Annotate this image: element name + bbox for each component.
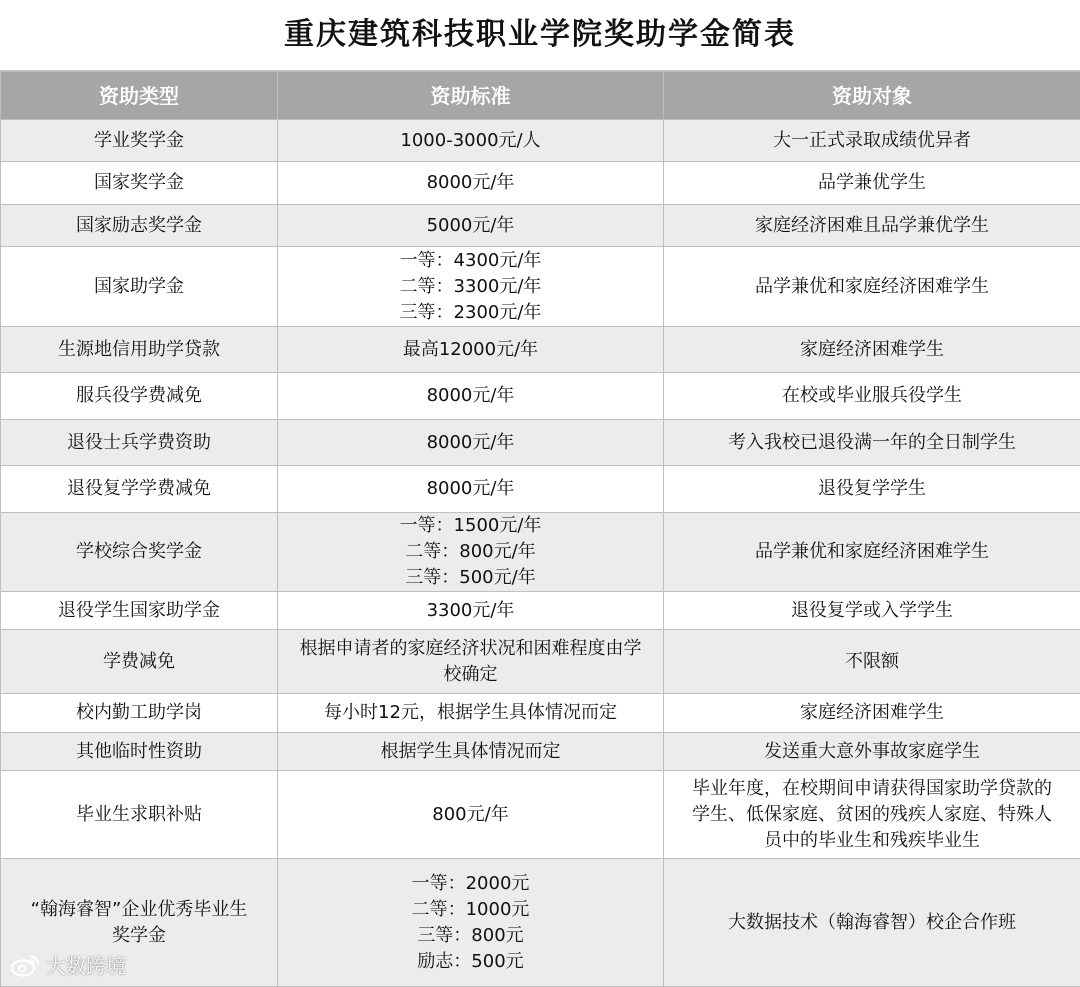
table-row (1, 859, 1080, 987)
cell-target (664, 162, 1080, 205)
watermark-text: 大数跨境 (46, 950, 126, 979)
cell-text-line: 学校综合奖学金 (5, 539, 273, 565)
cell-type (1, 466, 278, 513)
table-body (1, 120, 1080, 987)
cell-target (664, 466, 1080, 513)
cell-text-line: 奖学金 (5, 923, 273, 949)
cell-standard (278, 205, 664, 247)
cell-text-line: 校内勤工助学岗 (5, 700, 273, 726)
cell-type (1, 120, 278, 162)
cell-text-line: 三等：800元 (282, 923, 659, 949)
cell-text-line: 1000-3000元/人 (282, 128, 659, 154)
cell-text-line: 大数据技术（翰海睿智）校企合作班 (668, 910, 1076, 936)
table-row (1, 771, 1080, 859)
scholarship-table (0, 71, 1080, 987)
cell-type (1, 205, 278, 247)
watermark (10, 950, 126, 979)
cell-standard (278, 771, 664, 859)
cell-standard (278, 420, 664, 466)
weibo-logo-icon (10, 953, 40, 977)
cell-text-line: 8000元/年 (282, 476, 659, 502)
cell-text-line: 大一正式录取成绩优异者 (668, 128, 1076, 154)
cell-standard (278, 162, 664, 205)
table-row (1, 120, 1080, 162)
cell-text-line: 校确定 (282, 662, 659, 688)
cell-text-line: 8000元/年 (282, 383, 659, 409)
cell-standard (278, 513, 664, 592)
cell-text-line: 二等：800元/年 (282, 539, 659, 565)
cell-text-line: 不限额 (668, 649, 1076, 675)
cell-text-line: 品学兼优和家庭经济困难学生 (668, 539, 1076, 565)
cell-target (664, 513, 1080, 592)
header-target: 资助对象 (664, 72, 1080, 120)
cell-type (1, 162, 278, 205)
cell-standard (278, 466, 664, 513)
table-row (1, 205, 1080, 247)
table-row (1, 420, 1080, 466)
cell-text-line: 品学兼优学生 (668, 170, 1076, 196)
cell-text-line: 家庭经济困难且品学兼优学生 (668, 213, 1076, 239)
cell-text-line: 国家助学金 (5, 274, 273, 300)
table-row (1, 162, 1080, 205)
cell-text-line: 品学兼优和家庭经济困难学生 (668, 274, 1076, 300)
header-type: 资助类型 (1, 72, 278, 120)
cell-type (1, 513, 278, 592)
cell-text-line: 其他临时性资助 (5, 739, 273, 765)
cell-type (1, 327, 278, 373)
cell-type (1, 733, 278, 771)
cell-target (664, 327, 1080, 373)
table-row (1, 694, 1080, 733)
cell-text-line: 一等：4300元/年 (282, 248, 659, 274)
cell-text-line: 每小时12元，根据学生具体情况而定 (282, 700, 659, 726)
cell-text-line: 退役复学学费减免 (5, 476, 273, 502)
table-row (1, 630, 1080, 694)
table-row (1, 733, 1080, 771)
cell-target (664, 694, 1080, 733)
cell-target (664, 247, 1080, 327)
cell-text-line: 考入我校已退役满一年的全日制学生 (668, 430, 1076, 456)
page-title: 重庆建筑科技职业学院奖助学金简表 (0, 0, 1080, 71)
cell-text-line: 退役学生国家助学金 (5, 598, 273, 624)
cell-standard (278, 120, 664, 162)
cell-target (664, 733, 1080, 771)
cell-text-line: 退役复学学生 (668, 476, 1076, 502)
cell-text-line: 二等：3300元/年 (282, 274, 659, 300)
cell-standard (278, 592, 664, 630)
cell-text-line: 5000元/年 (282, 213, 659, 239)
cell-text-line: 家庭经济困难学生 (668, 337, 1076, 363)
cell-text-line: 3300元/年 (282, 598, 659, 624)
cell-text-line: 根据申请者的家庭经济状况和困难程度由学 (282, 636, 659, 662)
cell-text-line: 一等：1500元/年 (282, 513, 659, 539)
cell-standard (278, 859, 664, 987)
cell-type (1, 247, 278, 327)
cell-type (1, 373, 278, 420)
cell-standard (278, 630, 664, 694)
cell-text-line: 三等：2300元/年 (282, 300, 659, 326)
cell-text-line: 一等：2000元 (282, 871, 659, 897)
table-row (1, 373, 1080, 420)
cell-text-line: 发送重大意外事故家庭学生 (668, 739, 1076, 765)
cell-text-line: 退役复学或入学学生 (668, 598, 1076, 624)
cell-text-line: 国家奖学金 (5, 170, 273, 196)
cell-standard (278, 694, 664, 733)
cell-target (664, 630, 1080, 694)
cell-target (664, 420, 1080, 466)
cell-type (1, 694, 278, 733)
cell-target (664, 205, 1080, 247)
cell-type (1, 771, 278, 859)
cell-text-line: 根据学生具体情况而定 (282, 739, 659, 765)
table-row (1, 513, 1080, 592)
cell-text-line: 二等：1000元 (282, 897, 659, 923)
cell-type (1, 592, 278, 630)
cell-text-line: 生源地信用助学贷款 (5, 337, 273, 363)
cell-target (664, 373, 1080, 420)
cell-text-line: 学生、低保家庭、贫困的残疾人家庭、特殊人 (668, 802, 1076, 828)
cell-text-line: 退役士兵学费资助 (5, 430, 273, 456)
cell-text-line: 励志：500元 (282, 949, 659, 975)
cell-text-line: 8000元/年 (282, 170, 659, 196)
cell-text-line: 在校或毕业服兵役学生 (668, 383, 1076, 409)
table-header-row (1, 72, 1080, 120)
cell-text-line: 学业奖学金 (5, 128, 273, 154)
cell-target (664, 771, 1080, 859)
cell-text-line: “翰海睿智”企业优秀毕业生 (5, 897, 273, 923)
cell-type (1, 420, 278, 466)
cell-text-line: 国家励志奖学金 (5, 213, 273, 239)
cell-text-line: 服兵役学费减免 (5, 383, 273, 409)
cell-text-line: 最高12000元/年 (282, 337, 659, 363)
cell-text-line: 8000元/年 (282, 430, 659, 456)
cell-text-line: 家庭经济困难学生 (668, 700, 1076, 726)
table-row (1, 466, 1080, 513)
table-row (1, 327, 1080, 373)
cell-text-line: 毕业生求职补贴 (5, 802, 273, 828)
cell-text-line: 学费减免 (5, 649, 273, 675)
cell-text-line: 三等：500元/年 (282, 565, 659, 591)
cell-target (664, 859, 1080, 987)
cell-type (1, 630, 278, 694)
cell-text-line: 800元/年 (282, 802, 659, 828)
cell-text-line: 毕业年度，在校期间申请获得国家助学贷款的 (668, 776, 1076, 802)
table-row (1, 592, 1080, 630)
cell-target (664, 592, 1080, 630)
header-standard: 资助标准 (278, 72, 664, 120)
cell-standard (278, 373, 664, 420)
table-row (1, 247, 1080, 327)
cell-standard (278, 733, 664, 771)
cell-standard (278, 247, 664, 327)
cell-target (664, 120, 1080, 162)
cell-standard (278, 327, 664, 373)
cell-text-line: 员中的毕业生和残疾毕业生 (668, 828, 1076, 854)
